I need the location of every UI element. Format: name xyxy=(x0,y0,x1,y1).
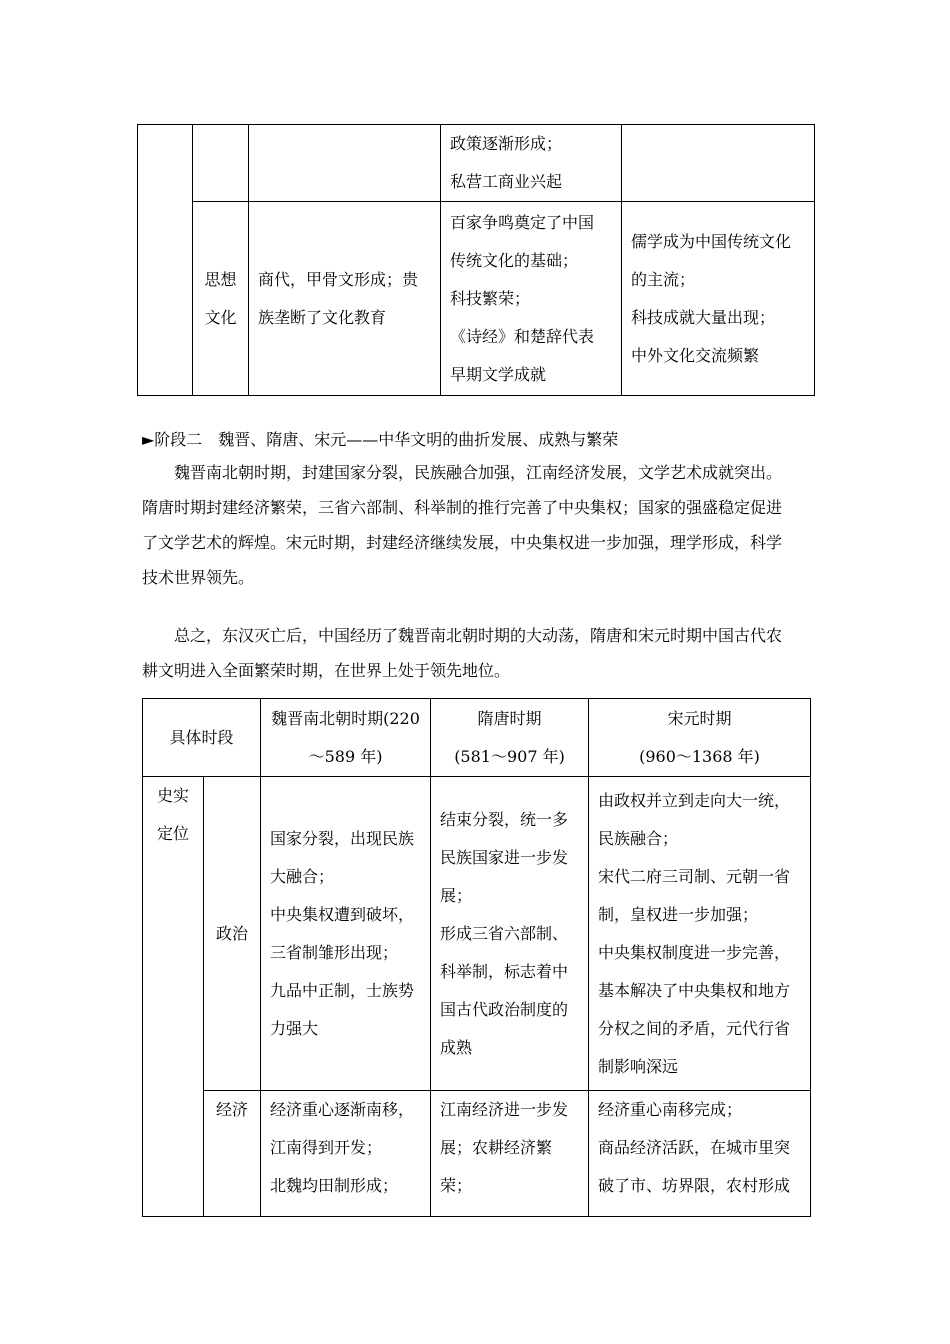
text-line: 魏晋南北朝时期(220 xyxy=(271,708,420,728)
politics-song-yuan xyxy=(589,777,811,1091)
economy-wei-jin xyxy=(261,1091,431,1217)
table1-category-cell xyxy=(138,125,193,396)
table1-r2-c5 xyxy=(622,202,815,396)
text-line: (581～907 年) xyxy=(454,746,565,766)
header-period: 具体时段 xyxy=(143,699,261,777)
text-line: 由政权并立到走向大一统， xyxy=(598,790,791,810)
text-line: 江南经济进一步发 xyxy=(440,1100,569,1119)
header-song-yuan xyxy=(589,699,811,777)
text-line: 私营工商业兴起 xyxy=(450,172,563,191)
text-line: 了文学艺术的辉煌。宋元时期，封建经济继续发展，中央集权进一步加强，理学形成，科学 xyxy=(142,533,783,552)
table1-r2-c4 xyxy=(441,202,622,396)
text-line: 制，皇权进一步加强； xyxy=(598,904,759,924)
text-line: 制影响深远 xyxy=(598,1056,679,1076)
text-line: 定位 xyxy=(156,824,189,843)
text-line: 经济重心逐渐南移， xyxy=(270,1100,415,1119)
text-line: 魏晋南北朝时期，封建国家分裂，民族融合加强，江南经济发展，文学艺术成就突出。 xyxy=(142,463,783,482)
paragraph-conclusion xyxy=(142,618,822,688)
text-line: 科技成就大量出现； xyxy=(631,307,776,327)
text-line: 宋代二府三司制、元朝一省 xyxy=(598,866,791,886)
text-line: 史实 xyxy=(156,786,189,805)
text-line: 展；农耕经济繁 xyxy=(440,1138,553,1157)
culture-table xyxy=(137,124,815,396)
text-line: 技术世界领先。 xyxy=(142,568,255,587)
text-line: 中央集权遭到破坏， xyxy=(270,904,415,924)
section-heading: ►阶段二 魏晋、隋唐、宋元——中华文明的曲折发展、成熟与繁荣 xyxy=(142,430,619,449)
table1-row-label-thought-culture xyxy=(193,202,249,396)
text-line: 国家分裂，出现民族 xyxy=(270,828,415,848)
text-line: 成熟 xyxy=(440,1037,473,1057)
text-line: 经济重心南移完成； xyxy=(598,1100,743,1119)
text-line: 破了市、坊界限，农村形成 xyxy=(598,1176,791,1195)
text-line: 商品经济活跃，在城市里突 xyxy=(598,1138,791,1157)
periods-table xyxy=(142,698,811,1217)
text-line: 民族国家进一步发 xyxy=(440,847,569,867)
text-line: 九品中正制，士族势 xyxy=(270,980,415,1000)
text-line: 族垄断了文化教育 xyxy=(258,307,387,327)
text-line: ～589 年) xyxy=(308,746,383,766)
header-wei-jin xyxy=(261,699,431,777)
economy-song-yuan xyxy=(589,1091,811,1217)
text-line: 北魏均田制形成； xyxy=(270,1176,399,1195)
text-line: 百家争鸣奠定了中国 xyxy=(450,212,595,232)
category-historical-positioning xyxy=(143,777,204,1217)
text-line: 思想 xyxy=(204,269,237,289)
text-line: 结束分裂，统一多 xyxy=(440,809,569,829)
text-line: 儒学成为中国传统文化 xyxy=(631,231,792,251)
table1-r1-c4 xyxy=(441,125,622,202)
table1-r2-c3 xyxy=(249,202,441,396)
text-line: 政策逐渐形成； xyxy=(450,134,563,153)
text-line: 《诗经》和楚辞代表 xyxy=(450,326,595,346)
text-line: 荣； xyxy=(440,1176,473,1195)
table1-r1-c2 xyxy=(193,125,249,202)
row-label-economy: 经济 xyxy=(204,1091,261,1217)
text-line: 宋元时期 xyxy=(667,708,732,728)
text-line: 科举制，标志着中 xyxy=(440,961,569,981)
table1-r1-c3 xyxy=(249,125,441,202)
text-line: (960～1368 年) xyxy=(639,746,760,766)
politics-wei-jin xyxy=(261,777,431,1091)
text-line: 中外文化交流频繁 xyxy=(631,345,760,365)
text-line: 江南得到开发； xyxy=(270,1138,383,1157)
text-line: 展； xyxy=(440,885,473,905)
text-line: 国古代政治制度的 xyxy=(440,999,569,1019)
economy-sui-tang xyxy=(431,1091,589,1217)
text-line: 商代，甲骨文形成；贵 xyxy=(258,269,419,289)
text-line: 分权之间的矛盾，元代行省 xyxy=(598,1018,791,1038)
paragraph-summary xyxy=(142,455,822,595)
text-line: 早期文学成就 xyxy=(450,364,547,384)
text-line: 的主流； xyxy=(631,269,696,289)
text-line: 隋唐时期封建经济繁荣，三省六部制、科举制的推行完善了中央集权；国家的强盛稳定促进 xyxy=(142,498,783,517)
text-line: 传统文化的基础； xyxy=(450,250,579,270)
text-line: 三省制雏形出现； xyxy=(270,942,399,962)
table1-r1-c5 xyxy=(622,125,815,202)
header-sui-tang xyxy=(431,699,589,777)
text-line: 力强大 xyxy=(270,1018,319,1038)
row-label-politics: 政治 xyxy=(204,777,261,1091)
text-line: 科技繁荣； xyxy=(450,288,531,308)
text-line: 中央集权制度进一步完善， xyxy=(598,942,791,962)
text-line: 隋唐时期 xyxy=(477,708,542,728)
politics-sui-tang xyxy=(431,777,589,1091)
text-line: 耕文明进入全面繁荣时期，在世界上处于领先地位。 xyxy=(142,661,511,680)
text-line: 形成三省六部制、 xyxy=(440,923,569,943)
text-line: 文化 xyxy=(204,307,237,327)
text-line: 基本解决了中央集权和地方 xyxy=(598,980,791,1000)
text-line: 民族融合； xyxy=(598,828,679,848)
text-line: 大融合； xyxy=(270,866,335,886)
text-line: 总之，东汉灭亡后，中国经历了魏晋南北朝时期的大动荡，隋唐和宋元时期中国古代农 xyxy=(142,626,783,645)
